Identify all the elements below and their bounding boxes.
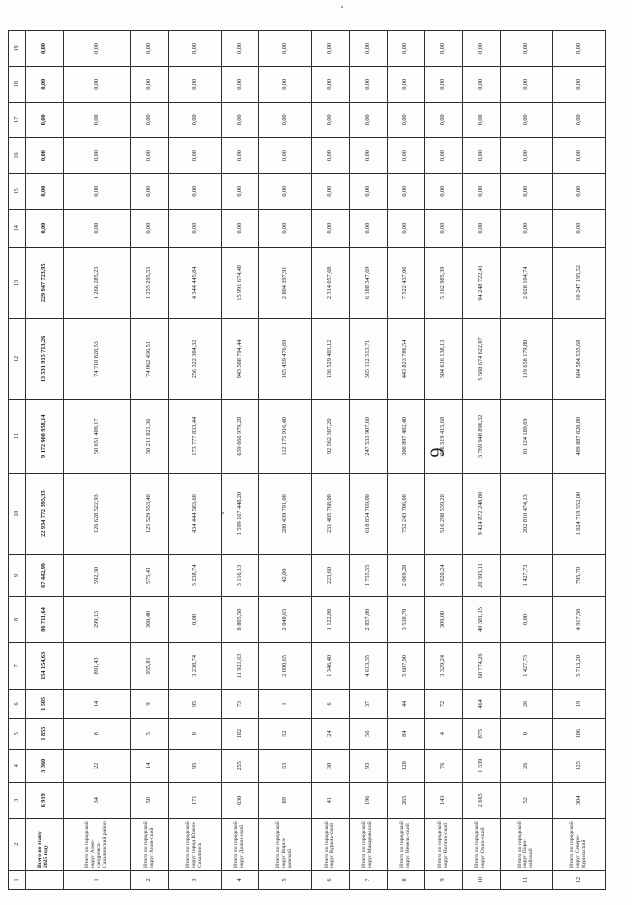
value-cell: 19 (553, 690, 606, 719)
value-cell: 300 897 482,40 (387, 399, 425, 473)
value-cell: 1 755,55 (349, 554, 387, 597)
value-cell: 1 599 167 448,20 (221, 473, 259, 554)
value-cell: 92 562 307,20 (312, 399, 350, 473)
value-cell: 231 405 768,00 (312, 473, 350, 554)
column-number-header: 4 (9, 749, 26, 782)
value-cell: 0,00 (387, 102, 425, 138)
column-number-header: 5 (9, 718, 26, 749)
table-row (387, 31, 425, 890)
row-index-cell: 5 (259, 870, 312, 889)
value-cell: 8 (63, 718, 131, 749)
value-cell: 95 (169, 749, 222, 782)
value-cell: 0,00 (387, 138, 425, 174)
value-cell: 106 (553, 718, 606, 749)
value-cell: 0,00 (500, 173, 553, 209)
value-cell: 464 (462, 690, 500, 719)
value-cell: 52 (259, 718, 312, 749)
table-row (259, 31, 312, 890)
value-cell: 0,00 (500, 209, 553, 247)
value-cell: 0,00 (63, 173, 131, 209)
value-cell: 53 (259, 749, 312, 782)
value-cell: 630 (221, 782, 259, 818)
value-cell: 126 628 522,93 (63, 473, 131, 554)
value-cell: 0,00 (425, 102, 463, 138)
value-cell: 0,00 (63, 138, 131, 174)
value-cell: 81 124 189,69 (500, 399, 553, 473)
value-cell: 67 442,99 (26, 554, 64, 597)
row-index-cell: 6 (312, 870, 350, 889)
value-cell: 182 (221, 718, 259, 749)
value-cell: 0,00 (500, 597, 553, 642)
value-cell: 6 919 (26, 782, 64, 818)
value-cell: 0,00 (131, 138, 169, 174)
value-cell: 618 834 769,00 (349, 473, 387, 554)
value-cell: 6 188 347,69 (349, 247, 387, 318)
value-cell: 6 (312, 690, 350, 719)
value-cell: 304 616 138,13 (425, 319, 463, 400)
value-cell: 5 (131, 718, 169, 749)
row-index-cell: 1 (63, 870, 131, 889)
value-cell: 30 (312, 749, 350, 782)
value-cell: 0,00 (221, 31, 259, 67)
value-cell: 1 255 295,53 (131, 247, 169, 318)
value-cell: 875 (462, 718, 500, 749)
column-number-header: 11 (9, 399, 26, 473)
value-cell: 0,00 (312, 173, 350, 209)
value-cell: 8 805,50 (221, 597, 259, 642)
value-cell: 2 314 057,68 (312, 247, 350, 318)
row-index-cell: 11 (500, 870, 553, 889)
value-cell: 0,00 (131, 102, 169, 138)
value-cell: 206 519 415,68 (425, 399, 463, 473)
row-index-cell: 8 (387, 870, 425, 889)
value-cell: 0,00 (553, 31, 606, 67)
row-index-cell: 9 (425, 870, 463, 889)
total-row (26, 31, 64, 890)
value-cell: 3 538,70 (387, 597, 425, 642)
column-number-header: 12 (9, 319, 26, 400)
value-cell: 0,00 (425, 209, 463, 247)
value-cell: 26 (500, 749, 553, 782)
value-cell: 0,00 (462, 173, 500, 209)
value-cell: 22 934 772 395,35 (26, 473, 64, 554)
value-cell: 10 247 195,52 (553, 247, 606, 318)
row-name-cell: Всего по этапу 2025 году (26, 818, 64, 870)
value-cell: 9 172 908 958,14 (26, 399, 64, 473)
value-cell: 0,00 (26, 66, 64, 102)
value-cell: 15 991 674,48 (221, 247, 259, 318)
value-cell: 42,00 (259, 554, 312, 597)
value-cell: 4 (425, 718, 463, 749)
value-cell: 0,00 (312, 138, 350, 174)
value-cell: 255 (221, 749, 259, 782)
value-cell: 0,00 (425, 31, 463, 67)
value-cell: 3 769 948 896,32 (462, 399, 500, 473)
value-cell: 52 (500, 782, 553, 818)
value-cell: 9 (131, 690, 169, 719)
value-cell: 13 531 915 713,26 (26, 319, 64, 400)
table-row (63, 31, 131, 890)
value-cell: 0,00 (312, 66, 350, 102)
column-number-header: 15 (9, 173, 26, 209)
value-cell: 9 424 872 240,80 (462, 473, 500, 554)
value-cell: 247 533 907,60 (349, 399, 387, 473)
value-cell: 41 (312, 782, 350, 818)
row-name-cell: Итого по городской округ Невель-ский (387, 818, 425, 870)
value-cell: 1 266 285,23 (63, 247, 131, 318)
value-cell: 1 505 (26, 690, 64, 719)
row-name-cell: Итого по городской округ Куриль-ский (312, 818, 350, 870)
value-cell: 165 459 476,69 (259, 319, 312, 400)
column-number-header: 13 (9, 247, 26, 318)
row-name-cell: Итого по городской округ Ноглик-ский (425, 818, 463, 870)
row-name-cell: Итого по городской округ Макаровский (349, 818, 387, 870)
value-cell: 0,00 (26, 31, 64, 67)
value-cell: 2 665 (462, 782, 500, 818)
column-number-header: 19 (9, 31, 26, 67)
value-cell: 795,70 (553, 554, 606, 597)
value-cell: 50 651 409,17 (63, 399, 131, 473)
value-cell: 14 (131, 749, 169, 782)
value-cell: 3 360 (26, 749, 64, 782)
column-number-header: 14 (9, 209, 26, 247)
value-cell: 0,00 (387, 209, 425, 247)
value-cell: 0,00 (349, 209, 387, 247)
value-cell: 5 713,20 (553, 642, 606, 690)
column-number-header: 10 (9, 473, 26, 554)
value-cell: 0,00 (131, 173, 169, 209)
value-cell: 0,00 (500, 31, 553, 67)
value-cell: 2 090,65 (259, 642, 312, 690)
value-cell: 0,00 (259, 102, 312, 138)
value-cell: 0,00 (26, 173, 64, 209)
value-cell: 0,00 (553, 66, 606, 102)
value-cell: 119 658 179,80 (500, 319, 553, 400)
value-cell: 0,00 (26, 209, 64, 247)
column-number-header: 8 (9, 597, 26, 642)
value-cell: 1 427,73 (500, 642, 553, 690)
value-cell: 5 607,90 (387, 642, 425, 690)
value-cell: 74 710 828,53 (63, 319, 131, 400)
value-cell: 56 (349, 718, 387, 749)
value-cell: 0,00 (500, 102, 553, 138)
value-cell: 0,00 (221, 138, 259, 174)
value-cell: 50 (131, 782, 169, 818)
data-table (8, 30, 606, 890)
data-table-container (8, 30, 606, 890)
value-cell: 76 (425, 749, 463, 782)
value-cell: 26 (500, 690, 553, 719)
value-cell: 136 529 403,12 (312, 319, 350, 400)
value-cell: 0,00 (500, 66, 553, 102)
value-cell: 0,00 (312, 102, 350, 138)
value-cell: 0,00 (387, 173, 425, 209)
row-index-cell: 2 (131, 870, 169, 889)
value-cell: 0 (169, 718, 222, 749)
value-cell: 7 522 437,06 (387, 247, 425, 318)
value-cell: 943 508 794,44 (221, 319, 259, 400)
value-cell: 37 (349, 690, 387, 719)
value-cell: 0,00 (462, 31, 500, 67)
value-cell: 40 381,15 (462, 597, 500, 642)
value-cell: 14 (63, 690, 131, 719)
value-cell: 73 (221, 690, 259, 719)
value-cell: 0,00 (425, 173, 463, 209)
value-cell: 5 560 674 622,07 (462, 319, 500, 400)
row-index-cell: 4 (221, 870, 259, 889)
column-number-row (9, 31, 26, 890)
value-cell: 0,00 (169, 209, 222, 247)
value-cell: 60 774,26 (462, 642, 500, 690)
value-cell: 1 (259, 690, 312, 719)
value-cell: 154 154,63 (26, 642, 64, 690)
value-cell: 0,00 (26, 138, 64, 174)
value-cell: 592,30 (63, 554, 131, 597)
value-cell: 20 393,11 (462, 554, 500, 597)
value-cell: 280 439 791,00 (259, 473, 312, 554)
value-cell: 125 529 553,40 (131, 473, 169, 554)
value-cell: 202 810 474,23 (500, 473, 553, 554)
value-cell: 171 (169, 782, 222, 818)
value-cell: 0,00 (26, 102, 64, 138)
value-cell: 3 238,74 (169, 642, 222, 690)
value-cell: 0,00 (63, 66, 131, 102)
value-cell: 125 (553, 749, 606, 782)
value-cell: 0,00 (553, 138, 606, 174)
value-cell: 95 (169, 690, 222, 719)
value-cell: 143 (425, 782, 463, 818)
value-cell: 0,00 (259, 138, 312, 174)
value-cell: 265 (387, 782, 425, 818)
value-cell: 0,00 (221, 209, 259, 247)
value-cell: 2 069,20 (387, 554, 425, 597)
value-cell: 93 (349, 749, 387, 782)
value-cell: 34 (63, 782, 131, 818)
scan-speck (341, 6, 343, 8)
table-row (462, 31, 500, 890)
value-cell: 0,00 (221, 102, 259, 138)
value-cell: 0,00 (349, 173, 387, 209)
value-cell: 0,00 (169, 31, 222, 67)
value-cell: 935,81 (131, 642, 169, 690)
value-cell: 0,00 (169, 173, 222, 209)
value-cell: 2 028 104,74 (500, 247, 553, 318)
value-cell: 4 344 445,84 (169, 247, 222, 318)
value-cell: 0,00 (312, 31, 350, 67)
value-cell: 229 947 723,95 (26, 247, 64, 318)
value-cell: 86 711,64 (26, 597, 64, 642)
value-cell: 173 777 833,44 (169, 399, 222, 473)
row-name-cell: Итого по городской округ Анив-ский (131, 818, 169, 870)
table-row (312, 31, 350, 890)
value-cell: 1 427,73 (500, 554, 553, 597)
value-cell: 94 248 722,41 (462, 247, 500, 318)
value-cell: 0,00 (553, 209, 606, 247)
value-cell: 0,00 (553, 102, 606, 138)
value-cell: 752 243 706,00 (387, 473, 425, 554)
column-number-header: 18 (9, 66, 26, 102)
table-row (221, 31, 259, 890)
value-cell: 0,00 (63, 102, 131, 138)
value-cell: 0,00 (387, 31, 425, 67)
value-cell: 1 024 719 552,00 (553, 473, 606, 554)
value-cell: 0,00 (349, 66, 387, 102)
value-cell: 196 (349, 782, 387, 818)
value-cell: 1 855 (26, 718, 64, 749)
value-cell: 1 122,80 (312, 597, 350, 642)
column-number-header: 1 (9, 870, 26, 889)
value-cell: 0,00 (553, 173, 606, 209)
column-number-header: 7 (9, 642, 26, 690)
value-cell: 299,13 (63, 597, 131, 642)
value-cell: 2 048,65 (259, 597, 312, 642)
row-name-cell: Итого по городской округ город Южно-Сахалинск (169, 818, 222, 870)
column-number-header: 2 (9, 818, 26, 870)
value-cell: 434 444 583,60 (169, 473, 222, 554)
value-cell: 4 917,50 (553, 597, 606, 642)
value-cell: 72 (425, 690, 463, 719)
value-cell: 0,00 (425, 66, 463, 102)
table-row (553, 31, 606, 890)
value-cell: 0,00 (462, 138, 500, 174)
value-cell: 639 666 979,28 (221, 399, 259, 473)
value-cell: 365 112 513,71 (349, 319, 387, 400)
value-cell: 0,00 (349, 31, 387, 67)
value-cell: 0,00 (221, 66, 259, 102)
table-row (349, 31, 387, 890)
value-cell: 0,00 (169, 102, 222, 138)
row-index-cell: 12 (553, 870, 606, 889)
value-cell: 0,00 (169, 66, 222, 102)
value-cell: 0,00 (462, 102, 500, 138)
value-cell: 304 (553, 782, 606, 818)
value-cell: 22 (63, 749, 131, 782)
value-cell: 2 857,80 (349, 597, 387, 642)
value-cell: 0,00 (259, 66, 312, 102)
row-name-cell: Итого по городской округ Корса-ковский (259, 818, 312, 870)
value-cell: 0,00 (462, 209, 500, 247)
value-cell: 0,00 (131, 66, 169, 102)
value-cell: 443 823 786,54 (387, 319, 425, 400)
value-cell: 0,00 (500, 138, 553, 174)
value-cell: 3 116,13 (221, 554, 259, 597)
table-row (425, 31, 463, 890)
value-cell: 2 804 397,91 (259, 247, 312, 318)
value-cell: 0,00 (259, 31, 312, 67)
value-cell: 309,00 (425, 597, 463, 642)
value-cell: 3 238,74 (169, 554, 222, 597)
row-name-cell: Итого по городской округ Алек-сандровск-Сахалинский район (63, 818, 131, 870)
value-cell: 24 (312, 718, 350, 749)
value-cell: 360,40 (131, 597, 169, 642)
value-cell: 0,00 (349, 102, 387, 138)
column-number-header: 16 (9, 138, 26, 174)
column-number-header: 9 (9, 554, 26, 597)
value-cell: 223,60 (312, 554, 350, 597)
table-row (500, 31, 553, 890)
value-cell: 409 887 820,80 (553, 399, 606, 473)
value-cell: 0,00 (312, 209, 350, 247)
table-body (26, 31, 606, 890)
value-cell: 0,00 (63, 31, 131, 67)
value-cell: 256 322 304,32 (169, 319, 222, 400)
value-cell: 50 211 821,36 (131, 399, 169, 473)
value-cell: 84 (387, 718, 425, 749)
row-name-cell: Итого по городской округ Охин-ский (462, 818, 500, 870)
value-cell: 44 (387, 690, 425, 719)
value-cell: 0,00 (425, 138, 463, 174)
value-cell: 1 346,40 (312, 642, 350, 690)
column-number-header: 6 (9, 690, 26, 719)
value-cell: 89 (259, 782, 312, 818)
value-cell: 0,00 (131, 31, 169, 67)
value-cell: 0,00 (169, 138, 222, 174)
row-index-cell (26, 870, 64, 889)
value-cell: 112 175 916,40 (259, 399, 312, 473)
value-cell: 575,41 (131, 554, 169, 597)
page-number: 6 (425, 447, 448, 458)
value-cell: 74 062 436,51 (131, 319, 169, 400)
value-cell: 5 162 985,39 (425, 247, 463, 318)
value-cell: 0,00 (221, 173, 259, 209)
row-index-cell: 7 (349, 870, 387, 889)
row-index-cell: 10 (462, 870, 500, 889)
value-cell: 604 584 535,68 (553, 319, 606, 400)
value-cell: 11 921,63 (221, 642, 259, 690)
value-cell: 0,00 (349, 138, 387, 174)
value-cell: 0,00 (259, 209, 312, 247)
table-row (131, 31, 169, 890)
value-cell: 0,00 (63, 209, 131, 247)
row-index-cell: 3 (169, 870, 222, 889)
table-row (169, 31, 222, 890)
value-cell: 516 298 539,20 (425, 473, 463, 554)
value-cell: 3 020,24 (425, 554, 463, 597)
value-cell: 4 613,35 (349, 642, 387, 690)
row-name-cell: Итого по городской округ Долин-ский (221, 818, 259, 870)
value-cell: 0,00 (462, 66, 500, 102)
value-cell: 128 (387, 749, 425, 782)
value-cell: 0,00 (169, 597, 222, 642)
row-name-cell: Итого по городской округ Поро-найский (500, 818, 553, 870)
value-cell: 891,43 (63, 642, 131, 690)
value-cell: 0,00 (131, 209, 169, 247)
value-cell: 0,00 (387, 66, 425, 102)
column-number-header: 3 (9, 782, 26, 818)
column-number-header: 17 (9, 102, 26, 138)
value-cell: 0 (500, 718, 553, 749)
value-cell: 0,00 (259, 173, 312, 209)
value-cell: 3 329,24 (425, 642, 463, 690)
row-name-cell: Итого по городской округ Северо-Курильский (553, 818, 606, 870)
value-cell: 1 339 (462, 749, 500, 782)
